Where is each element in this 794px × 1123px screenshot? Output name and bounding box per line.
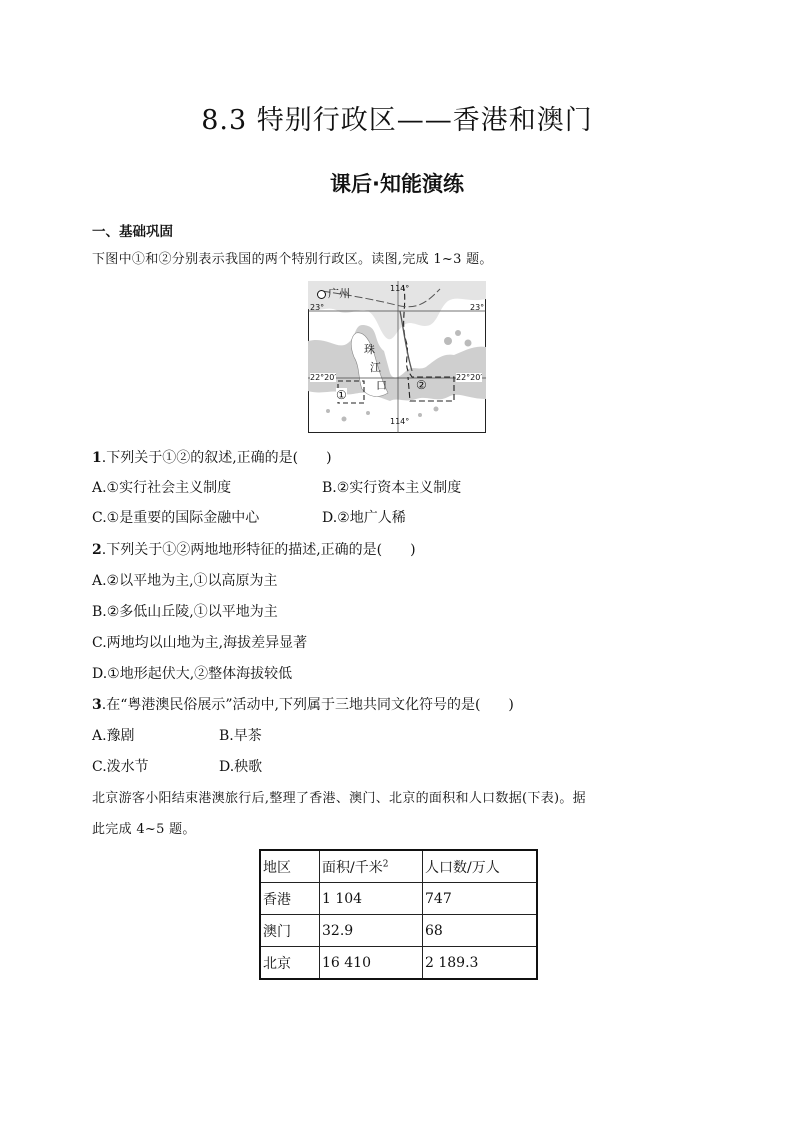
question-1-option-c: C.①是重要的国际金融中心: [92, 510, 260, 526]
question-2-option-c: C.两地均以山地为主,海拔差异显著: [92, 635, 308, 651]
table-cell: 1 104: [320, 883, 423, 915]
question-1-option-a: A.①实行社会主义制度: [92, 480, 232, 496]
question-3-stem: [92, 695, 514, 715]
table-cell: 68: [423, 915, 538, 947]
question-3-number: 3: [92, 697, 102, 713]
table-row: [260, 883, 537, 915]
question-1-number: 1: [92, 450, 102, 466]
question-2-number: 2: [92, 542, 102, 558]
map-lat-left-23: 23°: [310, 303, 325, 312]
question-2-option-a: A.②以平地为主,①以高原为主: [92, 573, 278, 589]
table-row: [260, 947, 537, 980]
question-3-option-b: B.早茶: [219, 728, 262, 744]
map-river-char-2: 江: [370, 361, 381, 374]
table-header-cell: [320, 850, 423, 883]
question-2-option-d: D.①地形起伏大,②整体海拔较低: [92, 666, 293, 682]
table-cell: 2 189.3: [423, 947, 538, 980]
table-header-cell: 地区: [260, 850, 320, 883]
map-lon-bottom: 114°: [390, 417, 410, 426]
map-marker-2: ②: [416, 378, 427, 392]
question-2-stem: [92, 540, 416, 560]
intro-text-2-line-2: 此完成 4~5 题。: [92, 822, 196, 837]
page-subtitle: 课后·知能演练: [330, 172, 464, 196]
table-cell: 北京: [260, 947, 320, 980]
question-1-option-b: B.②实行资本主义制度: [322, 480, 462, 496]
map-figure: [308, 281, 486, 433]
data-table: [259, 849, 538, 980]
question-1-text: .下列关于①②的叙述,正确的是( ): [101, 450, 332, 466]
question-3-option-a: A.豫剧: [92, 728, 135, 744]
map-lat-right: 23°: [470, 303, 485, 312]
question-1-option-d: D.②地广人稀: [322, 510, 406, 526]
table-cell: 16 410: [320, 947, 423, 980]
map-river-char-1: 珠: [364, 343, 375, 356]
map-city-dot: [317, 290, 326, 299]
table-cell: 747: [423, 883, 538, 915]
page-title: 8.3 特别行政区——香港和澳门: [201, 105, 593, 136]
intro-text-1: 下图中①和②分别表示我国的两个特别行政区。读图,完成 1~3 题。: [92, 252, 493, 267]
map-lat-left: 22°20′: [310, 373, 337, 382]
section-heading: 一、基础巩固: [92, 224, 173, 240]
question-1-stem: [92, 448, 332, 468]
question-3-text: .在“粤港澳民俗展示”活动中,下列属于三地共同文化符号的是( ): [101, 697, 514, 713]
question-2-option-b: B.②多低山丘陵,①以平地为主: [92, 604, 278, 620]
table-cell: 32.9: [320, 915, 423, 947]
table-cell: 澳门: [260, 915, 320, 947]
map-river-char-3: 口: [376, 379, 387, 392]
table-row: [260, 915, 537, 947]
intro-text-2-line-1: 北京游客小阳结束港澳旅行后,整理了香港、澳门、北京的面积和人口数据(下表)。据: [92, 791, 586, 806]
map-city-label: 广州: [328, 287, 350, 300]
table-header-area: 面积/千米: [322, 859, 383, 876]
table-cell: 香港: [260, 883, 320, 915]
table-header-row: [260, 850, 537, 883]
map-lat-right-2: 22°20′: [456, 373, 483, 382]
map-marker-1: ①: [336, 388, 347, 402]
question-3-option-d: D.秧歌: [219, 759, 263, 775]
table-header-cell: 人口数/万人: [423, 850, 538, 883]
question-2-text: .下列关于①②两地地形特征的描述,正确的是( ): [101, 542, 416, 558]
question-3-option-c: C.泼水节: [92, 759, 149, 775]
table-header-sup: 2: [382, 858, 389, 869]
map-lon-top: 114°: [390, 284, 410, 293]
